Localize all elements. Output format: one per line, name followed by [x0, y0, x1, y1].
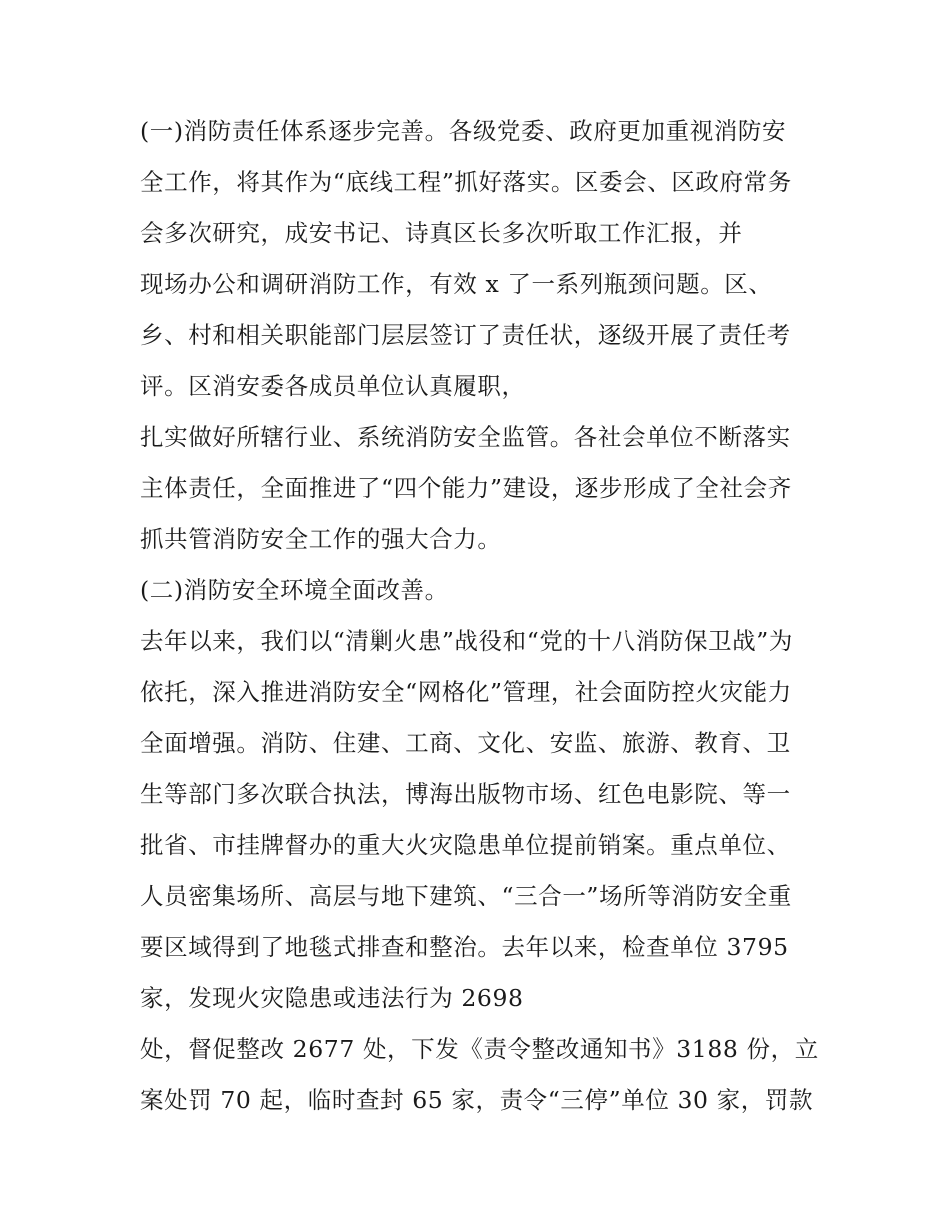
text-line: 依托，深入推进消防安全“网格化”管理，社会面防控火灾能力: [140, 678, 792, 706]
text-line: 全面增强。消防、住建、工商、文化、安监、旅游、教育、卫: [140, 729, 791, 757]
text-line: 要区域得到了地毯式排查和整治。去年以来，检查单位 3795: [140, 933, 789, 961]
text-line: 全工作，将其作为“底线工程”抓好落实。区委会、区政府常务: [140, 168, 792, 196]
text-line: 乡、村和相关职能部门层层签订了责任状，逐级开展了责任考: [140, 321, 791, 349]
text-line: 会多次研究，成安书记、诗真区长多次听取工作汇报，并: [140, 219, 743, 247]
text-line: 批省、市挂牌督办的重大火灾隐患单位提前销案。重点单位、: [140, 831, 791, 859]
section-heading: (二)消防安全环境全面改善。: [140, 576, 449, 604]
text-line: 家，发现火灾隐患或违法行为 2698: [140, 984, 524, 1012]
text-line: 生等部门多次联合执法，博海出版物市场、红色电影院、等一: [140, 780, 791, 808]
text-line: 主体责任，全面推进了“四个能力”建设，逐步形成了全社会齐: [140, 474, 792, 502]
text-line: (一)消防责任体系逐步完善。各级党委、政府更加重视消防安: [140, 117, 787, 145]
text-line: 抓共管消防安全工作的强大合力。: [140, 525, 502, 553]
text-line: 扎实做好所辖行业、系统消防安全监管。各社会单位不断落实: [140, 423, 791, 451]
text-line: 人员密集场所、高层与地下建筑、“三合一”场所等消防安全重: [140, 882, 792, 910]
text-line: 去年以来，我们以“清剿火患”战役和“党的十八消防保卫战”为: [140, 627, 793, 655]
text-line: 现场办公和调研消防工作，有效 x 了一系列瓶颈问题。区、: [140, 270, 773, 298]
text-line: 评。区消安委各成员单位认真履职，: [140, 372, 526, 400]
text-line: 案处罚 70 起，临时查封 65 家，责令“三停”单位 30 家，罚款: [140, 1086, 814, 1114]
body-text: [140, 108, 830, 1128]
text-line: 处，督促整改 2677 处，下发《责令整改通知书》3188 份，立: [140, 1035, 819, 1063]
